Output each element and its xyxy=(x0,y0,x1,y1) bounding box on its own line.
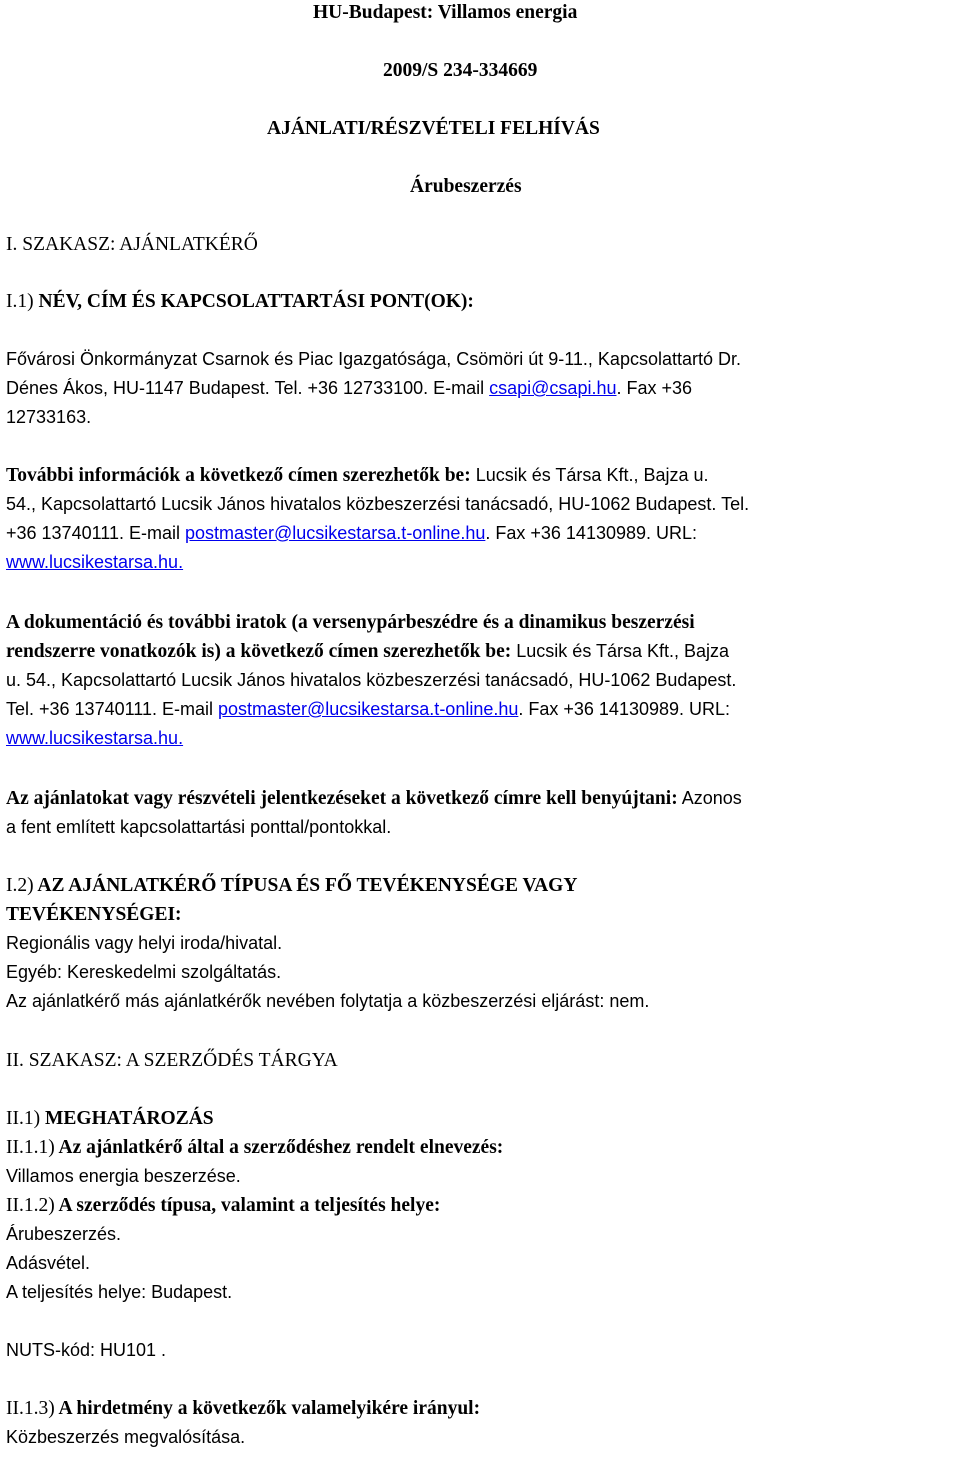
notice-purpose: Közbeszerzés megvalósítása. xyxy=(6,1427,246,1447)
subsection-i2-title-2: TEVÉKENYSÉGEI: xyxy=(6,904,182,925)
submit-label: Az ajánlatokat vagy részvételi jelentkezéseket a következő címre kell benyújtani: xyxy=(6,788,678,809)
email-link[interactable]: csapi@csapi.hu xyxy=(489,378,617,398)
docs-line-3: u. 54., Kapcsolattartó Lucsik János hivatalos közbeszerzési tanácsadó, HU-1062 Budapest. xyxy=(6,670,737,690)
authority-activity: Egyéb: Kereskedelmi szolgáltatás. xyxy=(6,962,282,982)
docs-line-2: rendszerre vonatkozók is) a következő címen szerezhetők be: Lucsik és Társa Kft., Bajza xyxy=(6,641,730,662)
notice-type: AJÁNLATI/RÉSZVÉTELI FELHÍVÁS xyxy=(267,118,600,139)
nuts-code: NUTS-kód: HU101 . xyxy=(6,1340,167,1360)
address-line-2: Dénes Ákos, HU-1147 Budapest. Tel. +36 12733100. E-mail csapi@csapi.hu. Fax +36 xyxy=(6,378,693,398)
performance-place: A teljesítés helye: Budapest. xyxy=(6,1282,233,1302)
authority-behalf: Az ajánlatkérő más ajánlatkérők nevében folytatja a közbeszerzési eljárást: nem. xyxy=(6,991,650,1011)
contract-title: Villamos energia beszerzése. xyxy=(6,1166,241,1186)
subsection-ii11: II.1.1) Az ajánlatkérő által a szerződéshez rendelt elnevezés: xyxy=(6,1137,504,1158)
contract-type: Árubeszerzés. xyxy=(6,1224,122,1244)
url-link[interactable]: www.lucsikestarsa.hu. xyxy=(6,728,184,748)
notice-id: 2009/S 234-334669 xyxy=(383,60,538,81)
subsection-title: NÉV, CÍM ÉS KAPCSOLATTARTÁSI PONT(OK): xyxy=(38,291,474,312)
info-url-line xyxy=(6,548,183,577)
address-line-1: Fővárosi Önkormányzat Csarnok és Piac Igazgatósága, Csömöri út 9-11., Kapcsolattartó Dr. xyxy=(6,349,741,369)
email-link[interactable]: postmaster@lucsikestarsa.t-online.hu xyxy=(184,523,486,543)
subsection-ii1: II.1) MEGHATÁROZÁS xyxy=(6,1108,214,1129)
submit-line-2: a fent említett kapcsolattartási ponttal/pontokkal. xyxy=(6,817,392,837)
info-line-2: 54., Kapcsolattartó Lucsik János hivatalos közbeszerzési tanácsadó, HU-1062 Budapest. Tel. xyxy=(6,494,750,514)
subsection-ii13: II.1.3) A hirdetmény a következők valamelyikére irányul: xyxy=(6,1398,481,1419)
docs-url-line xyxy=(6,724,183,753)
procurement-type: Árubeszerzés xyxy=(410,176,522,197)
submit-line-1: Az ajánlatokat vagy részvételi jelentkezéseket a következő címre kell benyújtani: Azonos xyxy=(6,788,742,809)
info-line-1: További információk a következő címen szerezhetők be: Lucsik és Társa Kft., Bajza u. xyxy=(6,465,709,486)
info-line-3: +36 13740111. E-mail postmaster@lucsikestarsa.t-online.hu. Fax +36 14130989. URL: xyxy=(6,523,698,543)
info-label: További információk a következő címen szerezhetők be: xyxy=(6,465,471,486)
subsection-number: I.1) xyxy=(6,291,34,312)
document-title: HU-Budapest: Villamos energia xyxy=(313,2,578,23)
contract-subtype: Adásvétel. xyxy=(6,1253,91,1273)
url-link[interactable]: www.lucsikestarsa.hu. xyxy=(6,552,184,572)
docs-label-line-1: A dokumentáció és további iratok (a versenypárbeszédre és a dinamikus beszerzési xyxy=(6,612,695,633)
email-link[interactable]: postmaster@lucsikestarsa.t-online.hu xyxy=(217,699,519,719)
subsection-i1 xyxy=(6,287,474,316)
section1-heading: I. SZAKASZ: AJÁNLATKÉRŐ xyxy=(6,234,258,255)
section2-heading: II. SZAKASZ: A SZERZŐDÉS TÁRGYA xyxy=(6,1050,338,1071)
subsection-i2-title: I.2) AZ AJÁNLATKÉRŐ TÍPUSA ÉS FŐ TEVÉKENYSÉGE VAGY xyxy=(6,875,578,896)
docs-line-4: Tel. +36 13740111. E-mail postmaster@lucsikestarsa.t-online.hu. Fax +36 14130989. URL: xyxy=(6,699,731,719)
authority-type: Regionális vagy helyi iroda/hivatal. xyxy=(6,933,283,953)
address-line-3: 12733163. xyxy=(6,407,92,427)
subsection-ii12: II.1.2) A szerződés típusa, valamint a teljesítés helye: xyxy=(6,1195,441,1216)
